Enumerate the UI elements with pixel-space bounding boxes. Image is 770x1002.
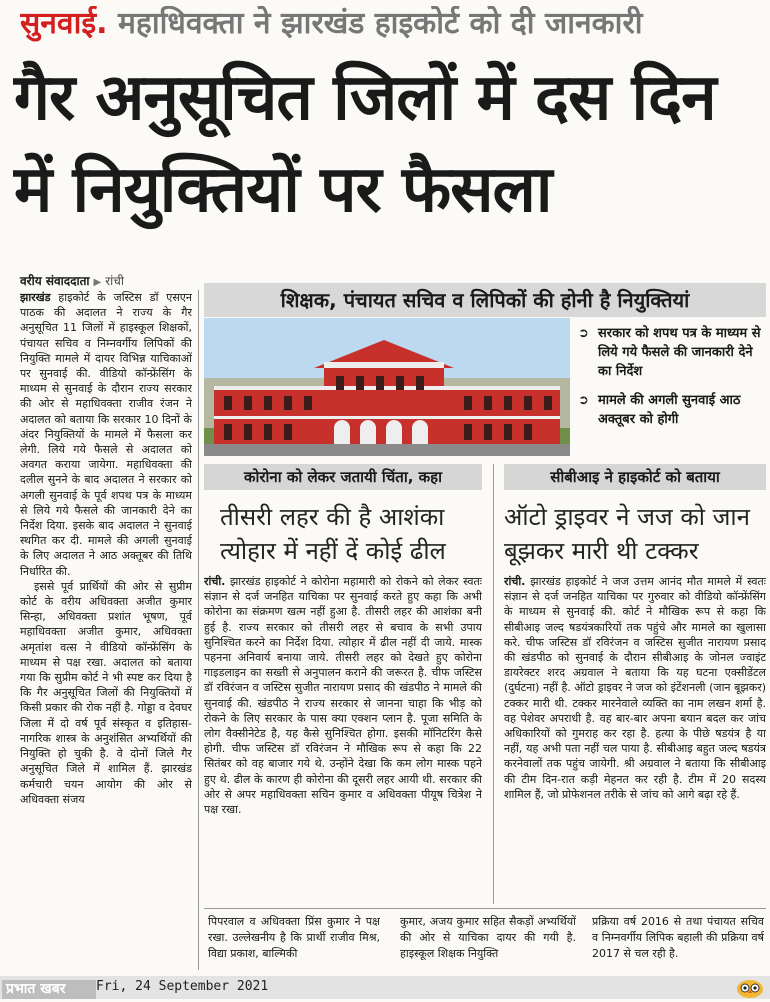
arrow-bullet-icon: ➲ [578,326,589,341]
kicker-text: महाधिवक्ता ने झारखंड हाइकोर्ट को दी जानकारी [117,6,643,41]
story2-text: झारखंड हाइकोर्ट ने जज उत्तम आनंद मौत मामले में स्वतः संज्ञान से दर्ज जनहित याचिका पर गुरुवार को वीडियो कॉन्फ्रेंसिंग के माध्यम से सुनवाई की. कोर्ट ने मौखिक रूप से कहा कि सीबीआइ जल्द षडयंत्रकारियों तक पहुंचे और मामले का खुलासा करे. चीफ जस्टिस डॉ रविरंजन व जस्टिस सुजीत नारायण प्रसाद की खंडपीठ को सुनवाई के दौरान सीबीआइ के जोनल ज्वाइंट डायरेक्टर शरद अग्रवाल ने बताया कि यह घटना एक्सीडेंटल (दुर्घटना) नहीं है. ऑटो ड्राइवर ने जज को इंटेंशनली (जान बूझकर) टक्कर मारी थी. टक्कर मारनेवाले व्यक्ति का नाम लखन शर्मा है. वह पेशेवर अपराधी है. वह बार-बार अपना बयान बदल कर जांच अधिकारियों को गुमराह कर रहा है. हत्या के पीछे षडयंत्र है या नहीं, यह अभी पता नहीं चल पाया है. सीबीआइ बहुत जल्द षडयंत्र करनेवालों तक पहुंच जायेगी. श्री अग्रवाल ने बताया कि सीबीआइ की टीम दिन-रात कड़ी मेहनत कर रही है. टीम में 20 सदस्य शामिल हैं, जो प्रोफेशनल तरीके से जांच को आगे बढ़ा रहे हैं. [504,575,766,801]
bottom-column: प्रक्रिया वर्ष 2016 से तथा पंचायत सचिव व निम्नवर्गीय लिपिक बहाली की प्रक्रिया वर्ष 2017 से चल रही है. [592,915,764,960]
story1-dateline: रांची. [204,575,226,588]
bullet-list [578,324,766,439]
banner: शिक्षक, पंचायत सचिव व लिपिकों की होनी है नियुक्तियां [204,283,766,317]
kicker-prefix: सुनवाई. [20,6,108,41]
story1-deck: तीसरी लहर की है आशंका त्योहार में नहीं दें कोई ढील [220,503,446,565]
byline-city: रांची [105,274,124,288]
left-story-lead: झारखंड [20,291,51,304]
left-story-para2: इससे पूर्व प्रार्थियों की ओर से सुप्रीम कोर्ट के वरीय अधिवक्ता अजीत कुमार सिन्हा, अधिवक्ता प्रशांत भूषण, पूर्व महाधिवक्ता अजीत कुमार, अधिवक्ता अमृतांश वत्स ने वीडियो कॉन्फ्रेंसिंग के माध्यम से पक्ष रखा. अदालत को बताया गया कि सुप्रीम कोर्ट ने भी स्पष्ट कर दिया है कि गैर अनुसूचित जिलों की नियुक्तियों में किसी प्रकार की रोक नहीं है. गोड्डा व देवघर जिला में दो वर्ष पूर्व संस्कृत व इतिहास-नागरिक शास्त्र के अनुशंसित अभ्यर्थियों की नियुक्ति हो चुकी है. वे दोनों जिले गैर अनुसूचित जिले में शामिल हैं. झारखंड कर्मचारी चयन आयोग की ओर से अधिवक्ता संजय [20,579,192,806]
bullet-item [578,324,766,381]
owl-icon [736,978,764,998]
high-court-photo [204,318,570,456]
newspaper-logo: प्रभात खबर [2,980,96,999]
bullet-text: मामले की अगली सुनवाई आठ अक्तूबर को होगी [598,393,741,427]
bullet-text: सरकार को शपथ पत्र के माध्यम से लिये गये फैसले की जानकारी देने का निर्देश [598,326,761,379]
headline: गैर अनुसूचित जिलों में दस दिन में नियुक्तियों पर फैसला [14,61,716,227]
kicker [20,6,760,42]
story-divider [493,464,494,904]
byline [20,272,220,289]
story2-deck: ऑटो ड्राइवर ने जज को जान बूझकर मारी थी टक्कर [504,503,750,565]
bullet-item [578,391,766,429]
bottom-column: कुमार, अजय कुमार सहित सैकड़ों अभ्यर्थियों की ओर से याचिका दायर की गयी है. हाइस्कूल शिक्षक नियुक्ति [400,915,576,960]
building-illustration [204,318,570,456]
left-story-text: हाइकोर्ट के जस्टिस डॉ एसएन पाठक की अदालत ने राज्य के गैर अनुसूचित 11 जिलों में हाइस्कूल शिक्षकों, पंचायत सचिव व निम्नवर्गीय लिपिकों की नियुक्ति मामले में दायर विभिन्न याचिकाओं पर सुनवाई की. वीडियो कॉन्फ्रेंसिंग के माध्यम से सुनवाई के दौरान राज्य सरकार की ओर से महाधिवक्ता राजीव रंजन ने अदालत को बताया कि सरकार 10 दिनों के अंदर नियुक्तियों के मामले में फैसला कर लेगी. लिये गये फैसले से अदालत को अवगत कराया जायेगा. महाधिवक्ता की दलील सुनने के बाद अदालत ने सरकार को अगली सुनवाई के पूर्व शपथ पत्र के माध्यम से लिये गये फैसले की जानकारी देने का निर्देश दिया. इसके बाद अदालत ने सुनवाई स्थगित कर दी. मामले की अगली सुनवाई के लिए अदालत ने आठ अक्तूबर की तिथि निर्धारित की. [20,291,192,578]
byline-reporter: वरीय संवाददाता [20,274,90,288]
story2-dateline: रांची. [504,575,526,588]
bottom-column: पिपरवाल व अधिवक्ता प्रिंस कुमार ने पक्ष रखा. उल्लेखनीय है कि प्रार्थी राजीव मिश्र, विद्या प्रकाश, बाल्मिकी [208,915,380,960]
story1-text: झारखंड हाइकोर्ट ने कोरोना महामारी को रोकने को लेकर स्वतः संज्ञान से दर्ज जनहित याचिका पर सुनवाई करते हुए कहा कि अभी कोरोना का संक्रमण खत्म नहीं हुआ है. तीसरी लहर की आशंका बनी हुई है. राज्य सरकार को तीसरी लहर से बचाव के सभी उपाय सुनिश्चित करने का निर्देश दिया. त्योहार में ढील नहीं दी जाये. मास्क पहनना अनिवार्य बनाया जाये. तीसरी लहर को देखते हुए कोरोना गाइडलाइन का सख्ती से अनुपालन कराने की जरूरत है. चीफ जस्टिस डॉ रविरंजन व जस्टिस सुजीत नारायण प्रसाद की खंडपीठ ने मामले की सुनवाई की. खंडपीठ ने राज्य सरकार से जानना चाहा कि भीड़ को रोकने के लिए सरकार के पास क्या एक्शन प्लान है. पूजा समिति के लोग वैक्सीनेटेड है, यह कैसे सुनिश्चित होगा. इसकी मॉनिटरिंग कैसे होगी. चीफ जस्टिस डॉ रविरंजन ने मौखिक रूप से कहा कि 22 सितंबर को वह बाजार गये थे. उन्होंने देखा कि कम लोग मास्क पहने हुए थे. ढील के कारण ही कोरोना की दूसरी लहर आयी थी. सरकार की ओर से अपर महाधिवक्ता सचिन कुमार व अधिवक्ता पीयूष चित्रेश ने पक्ष रखा. [204,575,482,817]
column-divider [198,290,199,970]
left-story [20,290,192,970]
bottom-rule [204,908,766,909]
story2-subhead: सीबीआइ ने हाइकोर्ट को बताया [504,464,766,490]
story2-body [504,574,766,904]
story1-body [204,574,482,906]
issue-date: Fri, 24 September 2021 [96,979,269,994]
story1-subhead: कोरोना को लेकर जतायी चिंता, कहा [204,464,482,490]
arrow-bullet-icon: ➲ [578,393,589,408]
byline-arrow-icon: ▶ [93,277,102,288]
